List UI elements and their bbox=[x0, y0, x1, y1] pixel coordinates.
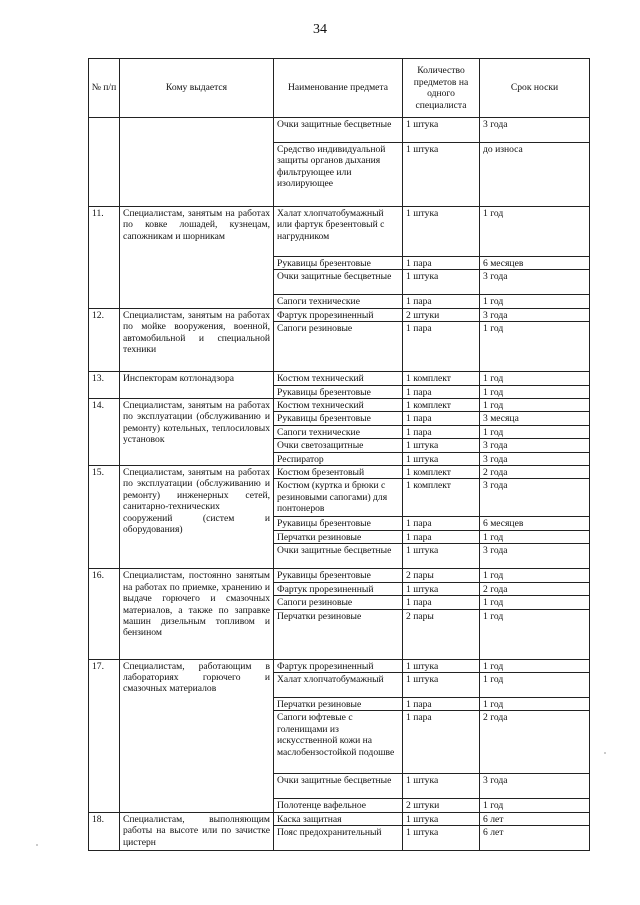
table-row bbox=[89, 372, 590, 385]
quantity-cell: 1 штука bbox=[403, 826, 480, 851]
item-name-cell: Сапоги юфтевые с голенищами из искусственной кожи на маслобензостойкой подошве bbox=[274, 711, 403, 774]
wear-period-cell: 1 год bbox=[480, 799, 590, 812]
item-name-cell: Рукавицы брезентовые bbox=[274, 385, 403, 398]
header-item-name: Наименование предмета bbox=[274, 59, 403, 118]
quantity-cell: 1 пара bbox=[403, 517, 480, 530]
wear-period-cell: 6 лет bbox=[480, 826, 590, 851]
item-name-cell: Очки светозащитные bbox=[274, 439, 403, 452]
quantity-cell: 1 штука bbox=[403, 118, 480, 143]
quantity-cell: 1 комплект bbox=[403, 372, 480, 385]
table-row bbox=[89, 466, 590, 479]
recipient-cell: Специалистам, занятым на работах по ковке лошадей, кузнецам, сапожникам и шорникам bbox=[120, 207, 274, 309]
scan-speck bbox=[604, 752, 606, 754]
quantity-cell: 1 штука bbox=[403, 672, 480, 697]
header-recipient: Кому выдается bbox=[120, 59, 274, 118]
quantity-cell: 2 штуки bbox=[403, 308, 480, 321]
wear-period-cell: 6 месяцев bbox=[480, 517, 590, 530]
header-number: № п/п bbox=[89, 59, 120, 118]
wear-period-cell: 1 год bbox=[480, 295, 590, 308]
item-name-cell: Сапоги технические bbox=[274, 425, 403, 438]
quantity-cell: 1 штука bbox=[403, 207, 480, 257]
quantity-cell: 1 пара bbox=[403, 697, 480, 710]
item-name-cell: Сапоги технические bbox=[274, 295, 403, 308]
item-name-cell: Фартук прорезиненный bbox=[274, 582, 403, 595]
item-name-cell: Фартук прорезиненный bbox=[274, 308, 403, 321]
header-wear-period: Срок носки bbox=[480, 59, 590, 118]
wear-period-cell: 1 год bbox=[480, 659, 590, 672]
table-row bbox=[89, 399, 590, 412]
quantity-cell: 1 штука bbox=[403, 439, 480, 452]
quantity-cell: 1 пара bbox=[403, 596, 480, 609]
recipient-cell: Специалистам, занятым на работах по эксплуатации (обслуживанию и ремонту) котельных, теплосиловых установок bbox=[120, 399, 274, 466]
item-name-cell: Фартук прорезиненный bbox=[274, 659, 403, 672]
item-name-cell: Очки защитные бесцветные bbox=[274, 774, 403, 799]
wear-period-cell: 3 года bbox=[480, 118, 590, 143]
quantity-cell: 1 комплект bbox=[403, 466, 480, 479]
wear-period-cell: 1 год bbox=[480, 385, 590, 398]
wear-period-cell: 1 год bbox=[480, 372, 590, 385]
quantity-cell: 1 штука bbox=[403, 774, 480, 799]
row-number-cell: 15. bbox=[89, 466, 120, 569]
item-name-cell: Очки защитные бесцветные bbox=[274, 270, 403, 295]
wear-period-cell: 1 год bbox=[480, 672, 590, 697]
wear-period-cell: до износа bbox=[480, 143, 590, 207]
quantity-cell: 1 комплект bbox=[403, 399, 480, 412]
equipment-table bbox=[88, 58, 590, 851]
recipient-cell: Специалистам, выполняющим работы на высоте или по зачистке цистерн bbox=[120, 812, 274, 850]
quantity-cell: 2 пары bbox=[403, 569, 480, 582]
table-body bbox=[89, 118, 590, 851]
item-name-cell: Сапоги резиновые bbox=[274, 322, 403, 372]
quantity-cell: 1 пара bbox=[403, 412, 480, 425]
wear-period-cell: 1 год bbox=[480, 207, 590, 257]
scan-speck bbox=[36, 844, 38, 846]
row-number-cell: 18. bbox=[89, 812, 120, 850]
wear-period-cell: 6 лет bbox=[480, 812, 590, 825]
item-name-cell: Перчатки резиновые bbox=[274, 697, 403, 710]
quantity-cell: 1 пара bbox=[403, 711, 480, 774]
recipient-cell: Специалистам, занятым на работах по мойке вооружения, военной, автомобильной и специальной техники bbox=[120, 308, 274, 371]
item-name-cell: Халат хлопчатобумажный bbox=[274, 672, 403, 697]
wear-period-cell: 1 год bbox=[480, 596, 590, 609]
recipient-cell: Инспекторам котлонадзора bbox=[120, 372, 274, 399]
wear-period-cell: 3 года bbox=[480, 544, 590, 569]
quantity-cell: 1 пара bbox=[403, 385, 480, 398]
quantity-cell: 1 штука bbox=[403, 544, 480, 569]
item-name-cell: Пояс предохранительный bbox=[274, 826, 403, 851]
wear-period-cell: 1 год bbox=[480, 425, 590, 438]
wear-period-cell: 3 года bbox=[480, 270, 590, 295]
table-header bbox=[89, 59, 590, 118]
recipient-cell: Специалистам, занятым на работах по эксплуатации (обслуживанию и ремонту) инженерных сетей, санитарно-технических сооружений (систем и оборудования) bbox=[120, 466, 274, 569]
table-row bbox=[89, 812, 590, 825]
wear-period-cell: 1 год bbox=[480, 569, 590, 582]
quantity-cell: 1 пара bbox=[403, 530, 480, 543]
item-name-cell: Костюм технический bbox=[274, 399, 403, 412]
item-name-cell: Рукавицы брезентовые bbox=[274, 257, 403, 270]
wear-period-cell: 1 год bbox=[480, 609, 590, 659]
item-name-cell: Очки защитные бесцветные bbox=[274, 118, 403, 143]
item-name-cell: Перчатки резиновые bbox=[274, 609, 403, 659]
wear-period-cell: 3 года bbox=[480, 479, 590, 517]
row-number-cell: 11. bbox=[89, 207, 120, 309]
item-name-cell: Сапоги резиновые bbox=[274, 596, 403, 609]
quantity-cell: 1 штука bbox=[403, 452, 480, 465]
recipient-cell: Специалистам, постоянно занятым на работах по приемке, хранению и выдаче горючего и смазочных материалов, а также по заправке машин дизельным топливом и бензином bbox=[120, 569, 274, 659]
wear-period-cell: 1 год bbox=[480, 697, 590, 710]
wear-period-cell: 2 года bbox=[480, 711, 590, 774]
quantity-cell: 2 пары bbox=[403, 609, 480, 659]
table-row bbox=[89, 569, 590, 582]
item-name-cell: Каска защитная bbox=[274, 812, 403, 825]
item-name-cell: Халат хлопчатобумажный или фартук брезентовый с нагрудником bbox=[274, 207, 403, 257]
quantity-cell: 1 пара bbox=[403, 425, 480, 438]
quantity-cell: 2 штуки bbox=[403, 799, 480, 812]
wear-period-cell: 1 год bbox=[480, 399, 590, 412]
quantity-cell: 1 штука bbox=[403, 582, 480, 595]
quantity-cell: 1 комплект bbox=[403, 479, 480, 517]
header-row bbox=[89, 59, 590, 118]
quantity-cell: 1 штука bbox=[403, 270, 480, 295]
recipient-cell: Специалистам, работающим в лабораториях горючего и смазочных материалов bbox=[120, 659, 274, 812]
table-row bbox=[89, 118, 590, 143]
wear-period-cell: 3 года bbox=[480, 774, 590, 799]
item-name-cell: Полотенце вафельное bbox=[274, 799, 403, 812]
item-name-cell: Перчатки резиновые bbox=[274, 530, 403, 543]
header-quantity: Количество предметов на одного специалиста bbox=[403, 59, 480, 118]
table-row bbox=[89, 659, 590, 672]
row-number-cell: 13. bbox=[89, 372, 120, 399]
item-name-cell: Рукавицы брезентовые bbox=[274, 517, 403, 530]
row-number-cell: 16. bbox=[89, 569, 120, 659]
row-number-cell: 14. bbox=[89, 399, 120, 466]
wear-period-cell: 2 года bbox=[480, 466, 590, 479]
wear-period-cell: 1 год bbox=[480, 530, 590, 543]
page-number: 34 bbox=[313, 22, 327, 37]
quantity-cell: 1 пара bbox=[403, 257, 480, 270]
quantity-cell: 1 штука bbox=[403, 812, 480, 825]
table-row bbox=[89, 308, 590, 321]
row-number-cell: 12. bbox=[89, 308, 120, 371]
item-name-cell: Костюм брезентовый bbox=[274, 466, 403, 479]
quantity-cell: 1 пара bbox=[403, 295, 480, 308]
wear-period-cell: 6 месяцев bbox=[480, 257, 590, 270]
wear-period-cell: 3 года bbox=[480, 439, 590, 452]
item-name-cell: Рукавицы брезентовые bbox=[274, 412, 403, 425]
table-row bbox=[89, 207, 590, 257]
item-name-cell: Костюм технический bbox=[274, 372, 403, 385]
wear-period-cell: 1 год bbox=[480, 322, 590, 372]
item-name-cell: Костюм (куртка и брюки с резиновыми сапогами) для понтонеров bbox=[274, 479, 403, 517]
row-number-cell bbox=[89, 118, 120, 207]
item-name-cell: Респиратор bbox=[274, 452, 403, 465]
quantity-cell: 1 пара bbox=[403, 322, 480, 372]
wear-period-cell: 3 месяца bbox=[480, 412, 590, 425]
wear-period-cell: 3 года bbox=[480, 452, 590, 465]
recipient-cell bbox=[120, 118, 274, 207]
item-name-cell: Очки защитные бесцветные bbox=[274, 544, 403, 569]
quantity-cell: 1 штука bbox=[403, 659, 480, 672]
item-name-cell: Средство индивидуальной защиты органов дыхания фильтрующее или изолирующее bbox=[274, 143, 403, 207]
wear-period-cell: 3 года bbox=[480, 308, 590, 321]
row-number-cell: 17. bbox=[89, 659, 120, 812]
quantity-cell: 1 штука bbox=[403, 143, 480, 207]
item-name-cell: Рукавицы брезентовые bbox=[274, 569, 403, 582]
wear-period-cell: 2 года bbox=[480, 582, 590, 595]
